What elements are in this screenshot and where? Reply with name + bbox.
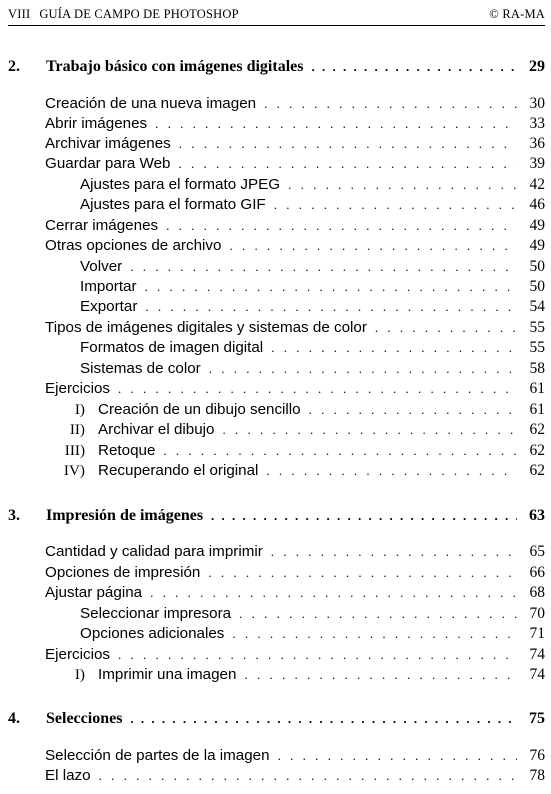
dot-leader — [99, 768, 517, 784]
entry-title: Formatos de imagen digital — [80, 339, 264, 356]
entry-title: Volver — [80, 258, 123, 275]
header-book-title: GUÍA DE CAMPO DE PHOTOSHOP — [39, 7, 239, 21]
toc-exercise — [8, 421, 545, 442]
dot-leader — [130, 259, 517, 275]
dot-leader — [145, 299, 517, 315]
entry-title: Opciones de impresión — [45, 564, 201, 581]
entry-title: Ajustar página — [45, 584, 143, 601]
toc-entry — [8, 217, 545, 238]
dot-leader — [209, 361, 517, 377]
entry-page: 71 — [529, 625, 545, 642]
entry-page: 66 — [529, 564, 545, 581]
toc-exercise — [8, 462, 545, 483]
dot-leader — [264, 96, 517, 112]
entry-page: 55 — [529, 319, 545, 336]
chapter-2-entry — [8, 58, 545, 79]
entry-page: 62 — [529, 442, 545, 459]
toc-entry — [8, 380, 545, 401]
toc-entry — [8, 135, 545, 156]
header-page-number: VIII — [8, 7, 31, 21]
entry-title: Opciones adicionales — [80, 625, 225, 642]
chapter-number: 2. — [8, 58, 20, 75]
dot-leader — [211, 508, 517, 524]
entry-page: 49 — [529, 217, 545, 234]
exercise-numeral: IV) — [63, 462, 85, 479]
entry-title: Seleccionar impresora — [80, 605, 232, 622]
entry-page: 78 — [529, 767, 545, 784]
exercise-numeral: I) — [74, 401, 85, 418]
dot-leader — [244, 667, 517, 683]
entry-page: 55 — [529, 339, 545, 356]
dot-leader — [288, 177, 517, 193]
entry-page: 36 — [529, 135, 545, 152]
dot-leader — [311, 59, 517, 75]
toc-entry — [8, 115, 545, 136]
dot-leader — [271, 340, 517, 356]
dot-leader — [375, 320, 517, 336]
chapter-title: Selecciones — [46, 710, 123, 727]
entry-title: Ajustes para el formato JPEG — [80, 176, 281, 193]
entry-page: 50 — [529, 278, 545, 295]
toc-subentry — [8, 339, 545, 360]
toc-entry — [8, 747, 545, 768]
toc-entry — [8, 564, 545, 585]
entry-page: 74 — [529, 666, 545, 683]
entry-title: Cerrar imágenes — [45, 217, 159, 234]
dot-leader — [155, 116, 517, 132]
entry-title: Ejercicios — [45, 646, 110, 663]
entry-page: 62 — [529, 462, 545, 479]
dot-leader — [118, 647, 517, 663]
toc-exercise — [8, 442, 545, 463]
entry-page: 33 — [529, 115, 545, 132]
entry-title: Sistemas de color — [80, 360, 201, 377]
entry-page: 58 — [529, 360, 545, 377]
entry-page: 61 — [529, 401, 545, 418]
toc-entry — [8, 646, 545, 667]
entry-page: 54 — [529, 298, 545, 315]
exercise-numeral: III) — [64, 442, 85, 459]
dot-leader — [150, 585, 517, 601]
entry-title: El lazo — [45, 767, 91, 784]
entry-page: 30 — [529, 95, 545, 112]
toc-subentry — [8, 278, 545, 299]
entry-title: Ajustes para el formato GIF — [80, 196, 266, 213]
chapter-number: 3. — [8, 507, 20, 524]
entry-title: Archivar imágenes — [45, 135, 171, 152]
entry-page: 76 — [529, 747, 545, 764]
chapter-number: 4. — [8, 710, 20, 727]
exercise-numeral: II) — [69, 421, 85, 438]
toc-entry — [8, 543, 545, 564]
toc-exercise — [8, 401, 545, 422]
chapter-3-entry — [8, 507, 545, 528]
chapter-page: 29 — [529, 58, 545, 75]
entry-title: Recuperando el original — [98, 462, 259, 479]
dot-leader — [239, 606, 517, 622]
toc-entry — [8, 95, 545, 116]
dot-leader — [232, 626, 517, 642]
entry-title: Importar — [80, 278, 137, 295]
toc-subentry — [8, 625, 545, 646]
toc-subentry — [8, 196, 545, 217]
entry-page: 65 — [529, 543, 545, 560]
entry-title: Exportar — [80, 298, 138, 315]
entry-page: 46 — [529, 196, 545, 213]
toc-subentry — [8, 605, 545, 626]
table-of-contents — [8, 0, 545, 794]
entry-title: Retoque — [98, 442, 156, 459]
entry-page: 68 — [529, 584, 545, 601]
entry-title: Imprimir una imagen — [98, 666, 237, 683]
dot-leader — [118, 381, 517, 397]
entry-page: 70 — [529, 605, 545, 622]
entry-page: 62 — [529, 421, 545, 438]
dot-leader — [208, 565, 517, 581]
dot-leader — [166, 218, 517, 234]
dot-leader — [163, 443, 517, 459]
toc-subentry — [8, 360, 545, 381]
dot-leader — [179, 136, 517, 152]
entry-page: 39 — [529, 155, 545, 172]
dot-leader — [266, 463, 517, 479]
dot-leader — [309, 402, 517, 418]
entry-title: Abrir imágenes — [45, 115, 148, 132]
toc-subentry — [8, 176, 545, 197]
dot-leader — [223, 422, 518, 438]
toc-subentry — [8, 298, 545, 319]
toc-entry — [8, 584, 545, 605]
dot-leader — [229, 238, 517, 254]
entry-title: Tipos de imágenes digitales y sistemas de color — [45, 319, 367, 336]
dot-leader — [145, 279, 517, 295]
entry-page: 61 — [529, 380, 545, 397]
entry-title: Otras opciones de archivo — [45, 237, 222, 254]
toc-entry — [8, 155, 545, 176]
header-publisher: © RA-MA — [489, 7, 545, 21]
dot-leader — [179, 156, 517, 172]
entry-page: 49 — [529, 237, 545, 254]
toc-exercise — [8, 666, 545, 687]
entry-title: Creación de un dibujo sencillo — [98, 401, 301, 418]
toc-entry — [8, 767, 545, 788]
dot-leader — [278, 748, 517, 764]
entry-title: Creación de una nueva imagen — [45, 95, 257, 112]
chapter-4-entry — [8, 710, 545, 731]
chapter-page: 75 — [529, 710, 545, 727]
chapter-page: 63 — [529, 507, 545, 524]
toc-entry — [8, 319, 545, 340]
entry-title: Selección de partes de la imagen — [45, 747, 270, 764]
dot-leader — [271, 544, 517, 560]
entry-title: Guardar para Web — [45, 155, 171, 172]
dot-leader — [130, 711, 517, 727]
entry-page: 42 — [529, 176, 545, 193]
entry-page: 74 — [529, 646, 545, 663]
entry-title: Ejercicios — [45, 380, 110, 397]
entry-title: Cantidad y calidad para imprimir — [45, 543, 263, 560]
toc-entry — [8, 237, 545, 258]
toc-subentry — [8, 258, 545, 279]
entry-page: 50 — [529, 258, 545, 275]
dot-leader — [274, 197, 517, 213]
chapter-title: Trabajo básico con imágenes digitales — [46, 58, 304, 75]
chapter-title: Impresión de imágenes — [46, 507, 204, 524]
entry-title: Archivar el dibujo — [98, 421, 215, 438]
exercise-numeral: I) — [74, 666, 85, 683]
